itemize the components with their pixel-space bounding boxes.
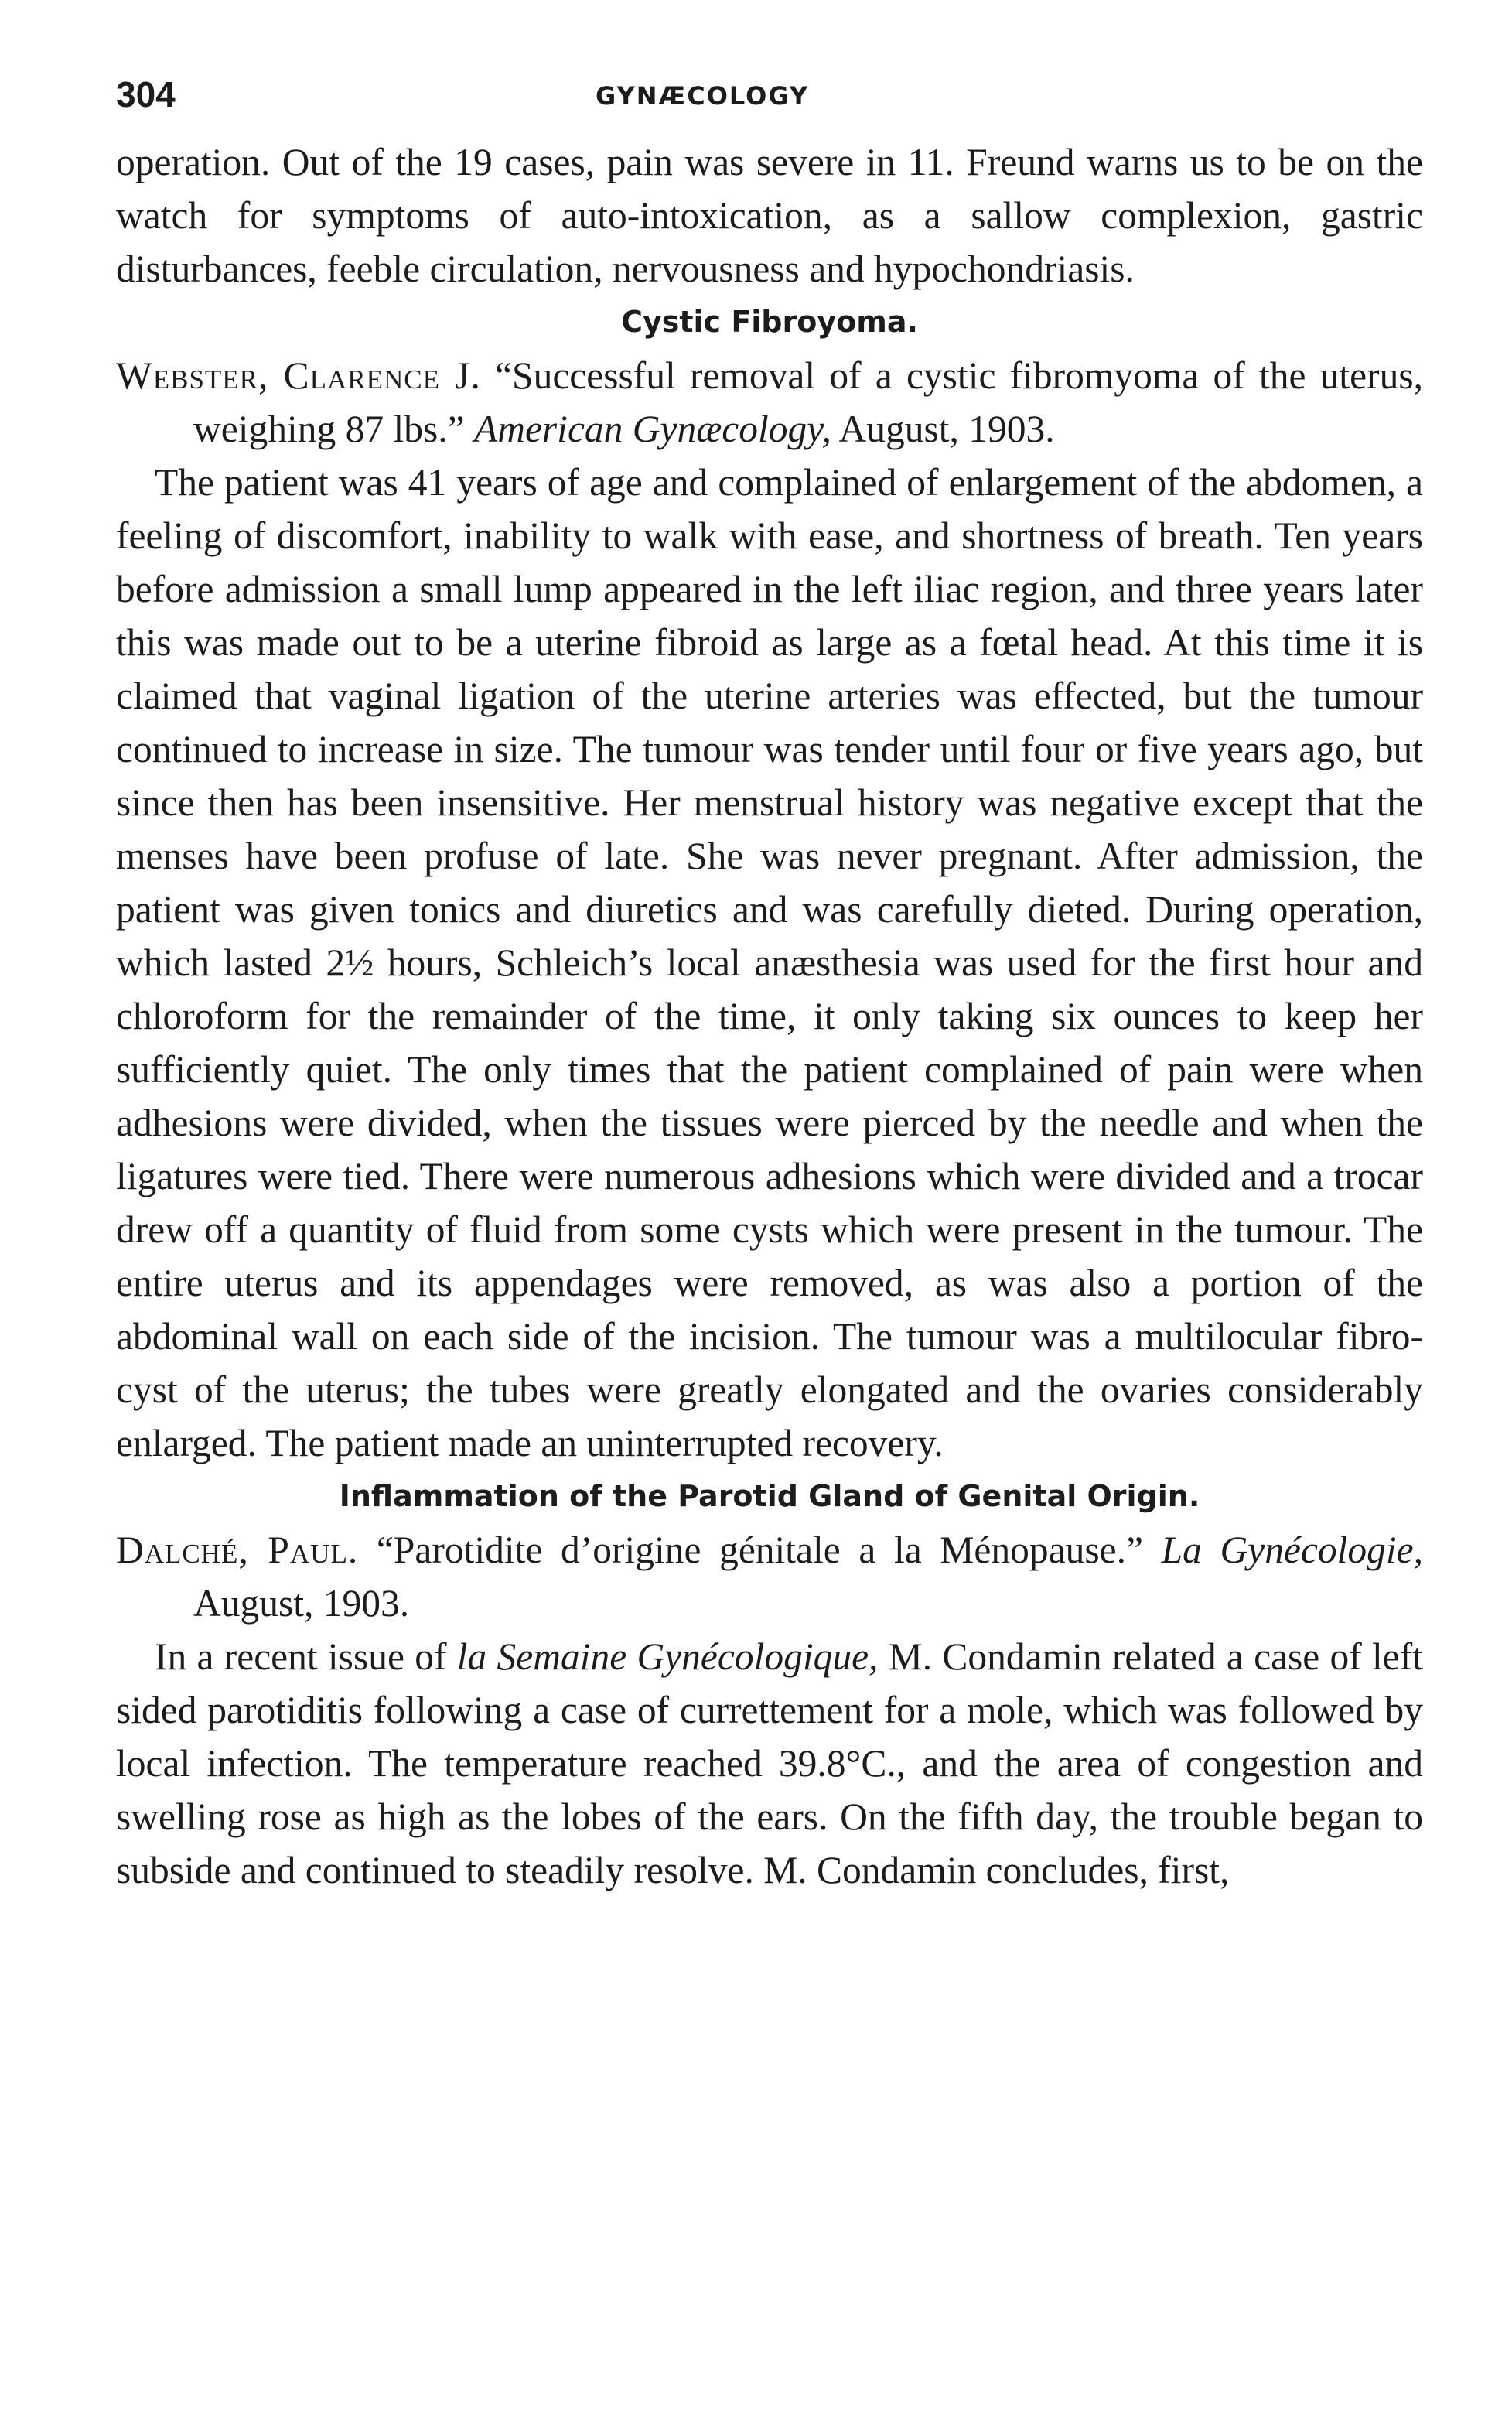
paragraph-condamin-case (116, 1630, 1423, 1897)
paragraph-webster-case: The patient was 41 years of age and complained of enlargement of the abdomen, a feeling of discomfort, inability to walk with ease, and shortness of breath. Ten years before admission a small lump appeared in the left iliac region, and three years later this was made out to be a uterine fibroid as large as a fœtal head. At this time it is claimed that vaginal ligation of the uterine arteries was effected, but the tumour continued to increase in size. The tumour was tender until four or five years ago, but since then has been insensitive. Her menstrual history was negative except that the menses have been profuse of late. She was never pregnant. After admission, the patient was given tonics and diuretics and was carefully dieted. During operation, which lasted 2½ hours, Schleich’s local anæsthesia was used for the first hour and chloroform for the remainder of the time, it only taking six ounces to keep her sufficiently quiet. The only times that the patient complained of pain were when adhesions were divided, when the tissues were pierced by the needle and when the ligatures were tied. There were numerous adhesions which were divided and a trocar drew off a quantity of fluid from some cysts which were present in the tumour. The entire uterus and its appendages were removed, as was also a portion of the abdominal wall on each side of the incision. The tumour was a multilocular fibro-cyst of the uterus; the tubes were greatly elongated and the ovaries considerably enlarged. The patient made an uninterrupted recovery. (116, 461, 1423, 1464)
page-number: 304 (116, 74, 176, 114)
running-title: GYNÆCOLOGY (596, 81, 810, 111)
book-page (116, 73, 1423, 1897)
journal-name: la Semaine Gynécologique, (456, 1635, 879, 1678)
citation-title: “Parotidite d’origine génitale a la Ménopause.” (376, 1529, 1143, 1571)
paragraph-lead: In a recent issue of (155, 1635, 447, 1678)
paragraph-rest: M. Condamin related a case of left sided parotiditis following a case of currettement for a mole, which was followed by local infection. The temperature reached 39.8°C., and the area of congestion and swelling rose as high as the lobes of the ears. On the fifth day, the trouble began to subside and continued to steadily resolve. M. Condamin concludes, first, (116, 1635, 1424, 1891)
citation-webster (116, 349, 1423, 456)
section-heading-cystic-fibroyoma: Cystic Fibroyoma. (621, 305, 918, 339)
citation-journal: American Gynæcology, (473, 408, 831, 450)
citation-date: August, 1903. (193, 1582, 410, 1625)
section-heading-parotid: Inflammation of the Parotid Gland of Genital Origin. (339, 1479, 1200, 1513)
citation-dalche (116, 1523, 1423, 1630)
citation-title: “Successful removal of a cystic fibromyoma of the uterus, weighing 87 lbs.” (193, 354, 1423, 450)
running-head (116, 73, 1423, 135)
citation-author: Dalché, Paul. (116, 1529, 359, 1571)
citation-journal: La Gynécologie, (1161, 1529, 1424, 1571)
citation-date: August, 1903. (838, 408, 1055, 450)
citation-author: Webster, Clarence J. (116, 354, 481, 397)
paragraph-continued: operation. Out of the 19 cases, pain was severe in 11. Freund warns us to be on the watch for symptoms of auto-intoxication, as a sallow complexion, gastric disturbances, feeble circulation, nervousness and hypochondriasis. (116, 141, 1423, 290)
